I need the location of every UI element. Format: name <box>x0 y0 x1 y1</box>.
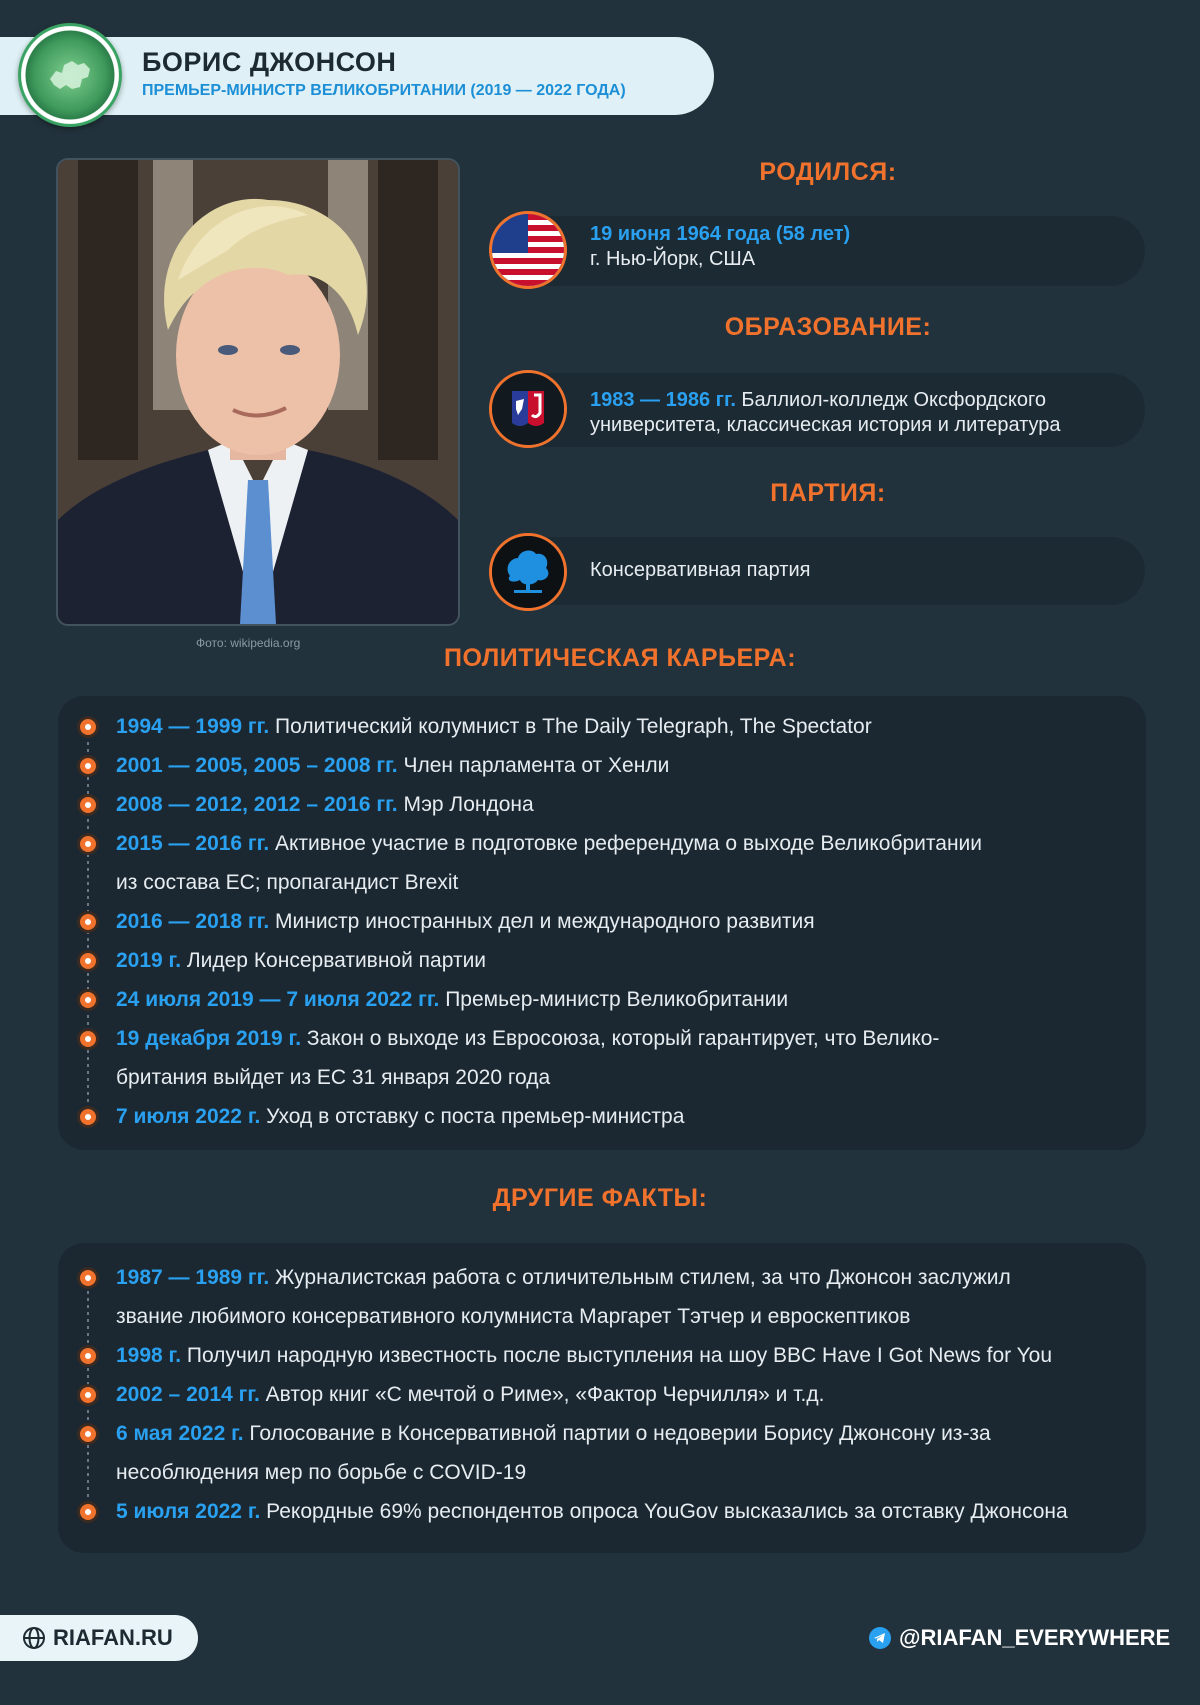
born-date: 19 июня 1964 года (58 лет) <box>590 223 851 245</box>
career-bullet <box>80 758 96 774</box>
career-bullet <box>80 719 96 735</box>
career-item: 2015 — 2016 гг. Активное участие в подготовке референдума о выходе Великобритании из состава ЕС; пропагандист Brexit <box>116 832 983 894</box>
party-name: Консервативная партия <box>590 559 811 581</box>
education-heading: ОБРАЗОВАНИЕ: <box>724 313 932 341</box>
career-bullet <box>80 914 96 930</box>
party-heading: ПАРТИЯ: <box>770 479 886 507</box>
career-item: 2001 — 2005, 2005 – 2008 гг. Член парламента от Хенли <box>116 754 670 777</box>
page-subtitle: ПРЕМЬЕР-МИНИСТР ВЕЛИКОБРИТАНИИ (2019 — 2022 ГОДА) <box>142 82 626 99</box>
photo-credit: Фото: wikipedia.org <box>196 636 301 650</box>
career-item: 1994 — 1999 гг. Политический колумнист в The Daily Telegraph, The Spectator <box>116 715 872 738</box>
facts-item: 1987 — 1989 гг. Журналистская работа с отличительным стилем, за что Джонсон заслужил звание любимого консервативного колумниста Маргарет Тэтчер и евроскептиков <box>116 1266 1011 1328</box>
career-item: 2008 — 2012, 2012 – 2016 гг. Мэр Лондона <box>116 793 534 816</box>
logo <box>18 23 122 127</box>
born-place: г. Нью-Йорк, США <box>590 248 756 270</box>
career-item: 2016 — 2018 гг. Министр иностранных дел и международного развития <box>116 910 815 933</box>
telegram-icon <box>868 1626 892 1650</box>
career-bullet <box>80 992 96 1008</box>
facts-item: 5 июля 2022 г. Рекордные 69% респондентов опроса YouGov высказались за отставку Джонсона <box>116 1500 1068 1523</box>
facts-item: 1998 г. Получил народную известность после выступления на шоу BBC Have I Got News for You <box>116 1344 1053 1367</box>
career-bullet <box>80 836 96 852</box>
education-line1: Баллиол-колледж Оксфордского <box>735 389 1047 411</box>
education-line2: университета, классическая история и литература <box>590 414 1061 436</box>
facts-bullet <box>80 1348 96 1364</box>
career-bullet <box>80 953 96 969</box>
portrait-illustration <box>58 160 458 624</box>
career-heading: ПОЛИТИЧЕСКАЯ КАРЬЕРА: <box>443 644 797 672</box>
career-item: 7 июля 2022 г. Уход в отставку с поста премьер-министра <box>116 1105 685 1128</box>
conservative-tree-icon <box>489 533 567 611</box>
facts-bullet <box>80 1504 96 1520</box>
facts-heading: ДРУГИЕ ФАКТЫ: <box>492 1184 708 1212</box>
party-pill <box>490 537 1145 605</box>
career-bullet <box>80 797 96 813</box>
balliol-crest-icon <box>489 370 567 448</box>
career-item: 19 декабря 2019 г. Закон о выходе из Евросоюза, который гарантирует, что Велико- британия выйдет из ЕС 31 января 2020 года <box>116 1027 940 1089</box>
career-bullet <box>80 1031 96 1047</box>
europe-map-icon <box>44 49 96 101</box>
career-bullet <box>80 1109 96 1125</box>
us-flag-icon <box>489 211 567 289</box>
born-heading: РОДИЛСЯ: <box>759 158 897 186</box>
born-text <box>590 222 850 272</box>
portrait-photo <box>56 158 460 626</box>
education-years: 1983 — 1986 гг. <box>590 389 736 411</box>
facts-item: 2002 – 2014 гг. Автор книг «С мечтой о Риме», «Фактор Черчилля» и т.д. <box>116 1383 825 1406</box>
facts-bullet <box>80 1270 96 1286</box>
telegram-handle[interactable]: @RIAFAN_EVERYWHERE <box>899 1625 1171 1650</box>
career-item: 24 июля 2019 — 7 июля 2022 гг. Премьер-министр Великобритании <box>116 988 789 1011</box>
facts-bullet <box>80 1426 96 1442</box>
education-text <box>590 388 1061 438</box>
globe-icon <box>22 1626 46 1650</box>
page-title: БОРИС ДЖОНСОН <box>142 47 397 77</box>
facts-item: 6 мая 2022 г. Голосование в Консервативной партии о недоверии Борису Джонсону из-за несоблюдения мер по борьбе с COVID-19 <box>116 1422 991 1484</box>
facts-bullet <box>80 1387 96 1403</box>
career-item: 2019 г. Лидер Консервативной партии <box>116 949 487 972</box>
site-link[interactable]: RIAFAN.RU <box>53 1625 173 1650</box>
